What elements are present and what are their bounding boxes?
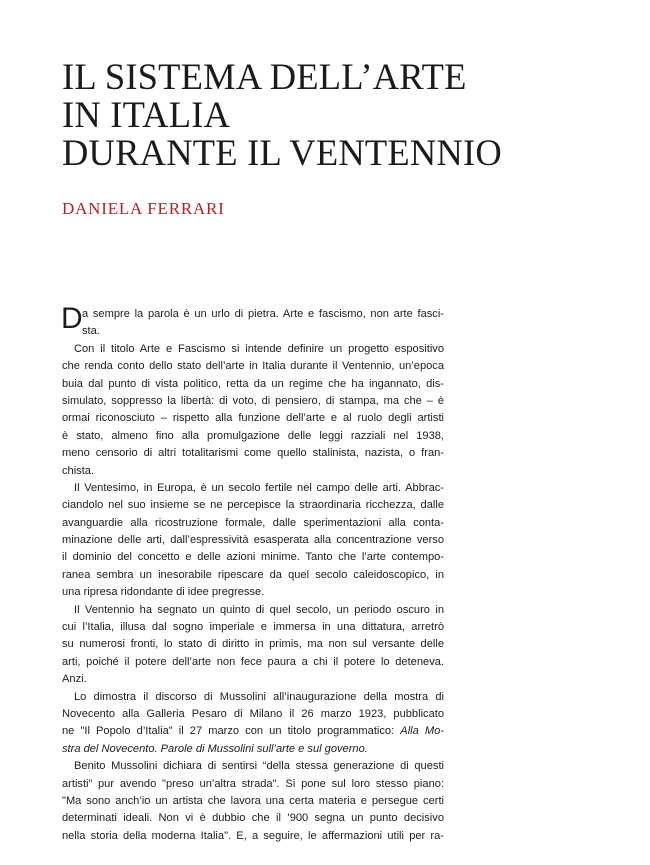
body-line: avanguardie alla ricostruzione formale, dalle sperimentazioni alla conta- (62, 516, 444, 529)
body-line: Benito Mussolini dichiara di sentirsi “della stessa generazione di questi (74, 760, 444, 773)
body-line: meno censorio di altri totalitarismi come quello stalinista, nazista, o fran- (62, 447, 444, 460)
body-line: ciandolo nel suo insieme se ne percepisce la straordinaria ricchezza, dalle (62, 499, 444, 512)
body-line (62, 723, 444, 740)
body-line: "Ma sono anch’io un artista che lavora una certa materia e persegue certi (62, 794, 444, 807)
italic-title-part-2: stra del Novecento. Parole di Mussolini sull’arte e sul governo. (62, 742, 368, 755)
body-line: artisti” pur avendo "preso un’altra strada". Si pone sul loro stesso piano: (62, 777, 444, 790)
body-line: su numerosi fronti, lo stato di diritto in primis, ma non sul versante delle (62, 638, 444, 651)
body-line: il dominio del concetto e delle azioni minime. Tanto che l’arte contempo- (62, 551, 444, 564)
body-line: Lo dimostra il discorso di Mussolini all’inaugurazione della mostra di (74, 690, 444, 703)
body-line: Novecento alla Galleria Pesaro di Milano il 26 marzo 1923, pubblicato (62, 707, 444, 720)
body-line: Il Ventesimo, in Europa, è un secolo fertile nel campo delle arti. Abbrac- (74, 481, 444, 494)
body-line: è stato, almeno fino alla promulgazione delle leggi razziali nel 1938, (62, 429, 444, 442)
body-line: chista. (62, 464, 95, 477)
body-line-text: ne "Il Popolo d’Italia" il 27 marzo con un titolo programmatico: (62, 725, 395, 738)
body-line: Il Ventennio ha segnato un quinto di quel secolo, un periodo oscuro in (74, 603, 444, 616)
title-line-2: IN ITALIA (62, 94, 231, 135)
title-line-3: DURANTE IL VENTENNIO (62, 132, 502, 173)
body-line: determinati ideali. Non vi è dubbio che il ’900 segna un punto decisivo (62, 812, 444, 825)
body-line: una ripresa ridondante di idee pregresse. (62, 586, 265, 599)
body-line: Con il titolo Arte e Fascismo si intende definire un progetto espositivo (74, 342, 444, 355)
drop-cap: D (61, 302, 83, 335)
body-line: ranea sembra un inesorabile ripescare da quel secolo caleidoscopico, in (62, 568, 444, 581)
article-title (62, 58, 602, 172)
author-name: DANIELA FERRARI (62, 199, 225, 218)
italic-title-part-1: Alla Mo- (400, 725, 444, 738)
body-line: buia dal punto di vista politico, retta da un regime che ha ingannato, dis- (62, 377, 444, 390)
body-line: sta. (82, 325, 100, 338)
body-line: simulato, soppresso la libertà: di voto, di pensiero, di stampa, ma che – è (62, 394, 444, 407)
body-line: a sempre la parola è un urlo di pietra. Arte e fascismo, non arte fasci- (82, 308, 444, 320)
title-line-1: IL SISTEMA DELL’ARTE (62, 56, 467, 97)
body-line: nella storia della moderna Italia". E, a seguire, le affermazioni utili per ra- (62, 829, 444, 842)
body-line: Anzi. (62, 673, 87, 686)
body-line: che renda conto dello stato dell’arte in Italia durante il Ventennio, un’epoca (62, 360, 444, 373)
body-line: ormai riconosciuto – rispetto alla funzione dell’arte e al ruolo degli artisti (62, 412, 444, 425)
body-line: arti, poiché il potere dell’arte non fece paura a chi il potere lo deteneva. (62, 655, 444, 668)
body-line: minazione delle arti, dall’espressività esasperata alla concentrazione verso (62, 534, 444, 547)
article-body (61, 302, 444, 845)
body-line: cui l’Italia, illusa dal sogno imperiale e immersa in una dittatura, arretrò (62, 621, 444, 634)
